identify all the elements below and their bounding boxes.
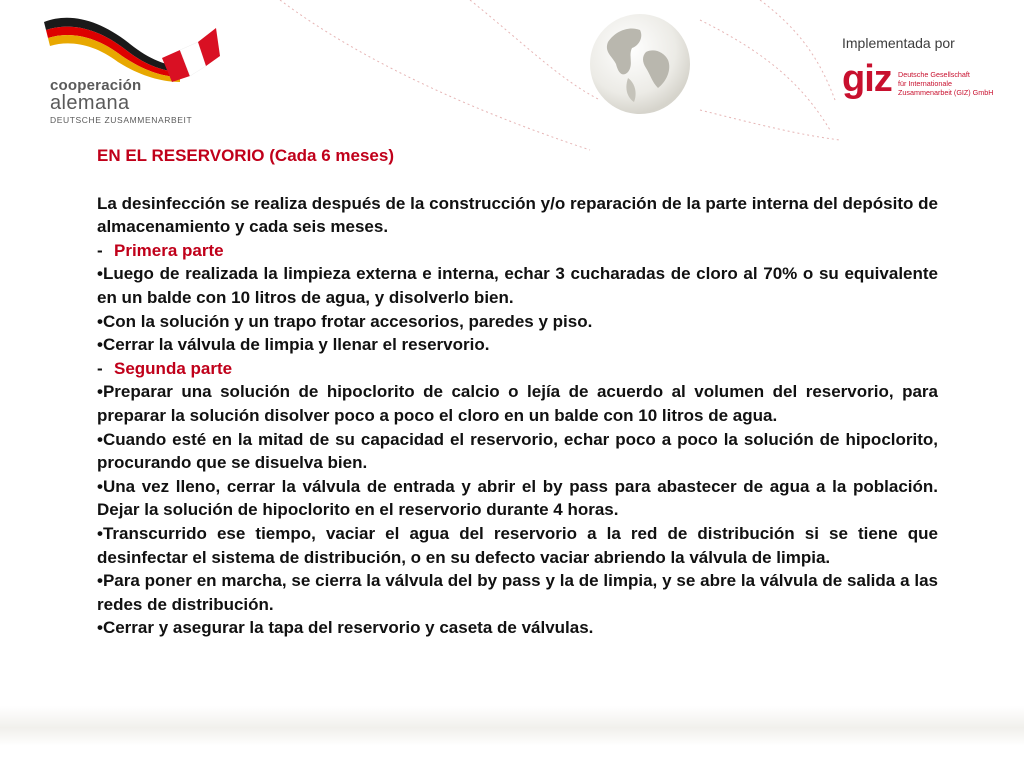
bullet-item: •Cerrar y asegurar la tapa del reservorio y caseta de válvulas. (97, 618, 594, 638)
section-label: Primera parte (114, 240, 224, 260)
section-dash: - (97, 358, 103, 378)
section-second-part (97, 357, 938, 381)
bullet-item: •Para poner en marcha, se cierra la válvula del by pass y la de limpia, y se abre la válvula de salida a las redes de distribución. (97, 571, 938, 614)
bullet-item: •Transcurrido ese tiempo, vaciar el agua del reservorio a la red de distribución si se tiene que desinfectar el sistema de distribución, o en su defecto vaciar abriendo la válvula de limpia. (97, 523, 938, 567)
logo-text-deutsche: DEUTSCHE ZUSAMMENARBEIT (50, 115, 193, 125)
cooperacion-alemana-logo (40, 14, 230, 125)
bullet-item: •Cerrar la válvula de limpia y llenar el reservorio. (97, 335, 490, 355)
section-label: Segunda parte (114, 358, 233, 378)
bullet-item: •Cuando esté en la mitad de su capacidad el reservorio, echar poco a poco la solución de hipoclorito, procurando que se disuelva bien. (97, 429, 938, 473)
giz-mark: giz (842, 58, 892, 100)
section-first-part (97, 239, 938, 263)
giz-subtitle: Deutsche Gesellschaft für Internationale Zusammenarbeit (GIZ) GmbH (898, 70, 994, 97)
intro-paragraph: La desinfección se realiza después de la construcción y/o reparación de la parte interna del depósito de almacenamiento y cada seis meses. (97, 193, 938, 237)
globe-icon (588, 12, 692, 116)
section-dash: - (97, 240, 103, 260)
implemented-by-label: Implementada por (842, 35, 955, 51)
bullet-item: •Luego de realizada la limpieza externa e interna, echar 3 cucharadas de cloro al 70% o su equivalente en un balde con 10 litros de agua, y disolverlo bien. (97, 264, 938, 307)
logo-text-alemana: alemana (50, 92, 130, 114)
footer-band (0, 706, 1024, 746)
slide-content (97, 144, 938, 640)
giz-logo (842, 58, 1012, 102)
flag-ribbon-icon (40, 14, 230, 84)
bullet-item: •Con la solución y un trapo frotar accesorios, paredes y piso. (97, 311, 593, 331)
slide-title: EN EL RESERVORIO (Cada 6 meses) (97, 146, 394, 165)
bullet-item: •Una vez lleno, cerrar la válvula de entrada y abrir el by pass para abastecer de agua a la población. Dejar la solución de hipoclorito en el reservorio durante 4 horas. (97, 476, 938, 520)
logo-text-cooperacion: cooperación (50, 77, 142, 94)
bullet-item: •Preparar una solución de hipoclorito de calcio o lejía de acuerdo al volumen del reservorio, para preparar la solución disolver poco a poco el cloro en un balde con 10 litros de agua. (97, 382, 938, 425)
